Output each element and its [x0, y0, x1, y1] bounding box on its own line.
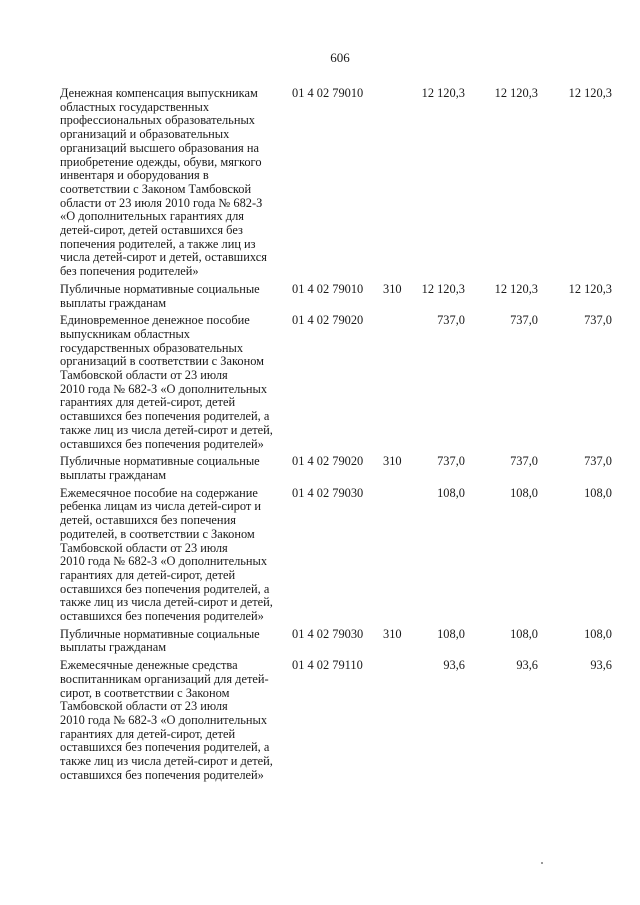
row-amount-1: 737,0 [437, 313, 465, 328]
row-description: Ежемесячное пособие на содержание ребенка лицам из числа детей-сирот и детей, оставшихся без попечения родителей, в соответствии с Законом Тамбовской области от 23 июля 2010 года № 682-З «О дополнительных гарантиях для детей-сирот, детей оставшихся без попечения родителей, а также лиц из числа детей-сирот и детей, оставшихся без попечения родителей» [60, 485, 273, 624]
row-description: Публичные нормативные социальные выплаты гражданам [60, 626, 260, 655]
row-code: 01 4 02 79020 [292, 454, 364, 469]
row-expense-type: 310 [383, 454, 402, 469]
row-expense-type: 310 [383, 626, 402, 641]
row-amount-1: 737,0 [437, 454, 465, 469]
row-code: 01 4 02 79110 [292, 658, 363, 673]
row-description: Единовременное денежное пособие выпускникам областных государственных образовательных организаций в соответствии с Законом Тамбовской области от 23 июля 2010 года № 682-З «О дополнительных гарантиях для детей-сирот, детей оставшихся без попечения родителей, а также лиц из числа детей-сирот и детей, оставшихся без попечения родителей» [60, 313, 273, 451]
table-row [60, 455, 620, 482]
row-code: 01 4 02 79020 [292, 313, 364, 328]
row-code: 01 4 02 79010 [292, 86, 364, 100]
page-number: 606 [330, 50, 350, 65]
row-amount-3: 93,6 [590, 658, 612, 673]
row-amount-3: 12 120,3 [568, 86, 612, 100]
row-description: Ежемесячные денежные средства воспитанникам организаций для детей- сирот, в соответствии с Законом Тамбовской области от 23 июля 2010 года № 682-З «О дополнительных гарантиях для детей-сирот, детей оставшихся без попечения родителей, а также лиц из числа детей-сирот и детей, оставшихся без попечения родителей» [60, 658, 273, 782]
row-description: Публичные нормативные социальные выплаты гражданам [60, 454, 260, 482]
table-row [60, 487, 620, 624]
row-amount-2: 737,0 [510, 313, 538, 328]
table-row [60, 659, 620, 782]
row-expense-type: 310 [383, 281, 402, 296]
row-amount-2: 12 120,3 [494, 86, 538, 100]
row-amount-1: 12 120,3 [421, 281, 465, 296]
row-amount-3: 108,0 [584, 485, 612, 500]
row-code: 01 4 02 79030 [292, 626, 364, 641]
row-amount-3: 12 120,3 [568, 281, 612, 296]
row-amount-1: 12 120,3 [421, 86, 465, 100]
table-row [60, 87, 620, 279]
row-code: 01 4 02 79030 [292, 485, 364, 500]
scan-speck [541, 862, 543, 864]
row-amount-2: 108,0 [510, 626, 538, 641]
row-amount-2: 93,6 [516, 658, 538, 673]
row-amount-2: 12 120,3 [494, 281, 538, 296]
row-amount-3: 737,0 [584, 313, 612, 328]
row-amount-2: 108,0 [510, 485, 538, 500]
row-amount-1: 93,6 [443, 658, 465, 673]
table-row [60, 314, 620, 451]
row-amount-3: 108,0 [584, 626, 612, 641]
row-amount-3: 737,0 [584, 454, 612, 469]
row-description: Публичные нормативные социальные выплаты гражданам [60, 281, 260, 310]
row-amount-2: 737,0 [510, 454, 538, 469]
table-row [60, 283, 620, 310]
row-description: Денежная компенсация выпускникам областных государственных профессиональных образовательных организаций и образовательных организаций высшего образования на приобретение одежды, обуви, мягкого инвентаря и оборудования в соответствии с Законом Тамбовской области от 23 июля 2010 года № 682-З «О дополнительных гарантиях для детей-сирот, детей оставшихся без попечения родителей, а также лиц из числа детей-сирот и детей, оставшихся без попечения родителей» [60, 86, 267, 279]
row-code: 01 4 02 79010 [292, 281, 364, 296]
table-row [60, 628, 620, 655]
budget-table [60, 87, 620, 786]
row-amount-1: 108,0 [437, 626, 465, 641]
row-amount-1: 108,0 [437, 485, 465, 500]
